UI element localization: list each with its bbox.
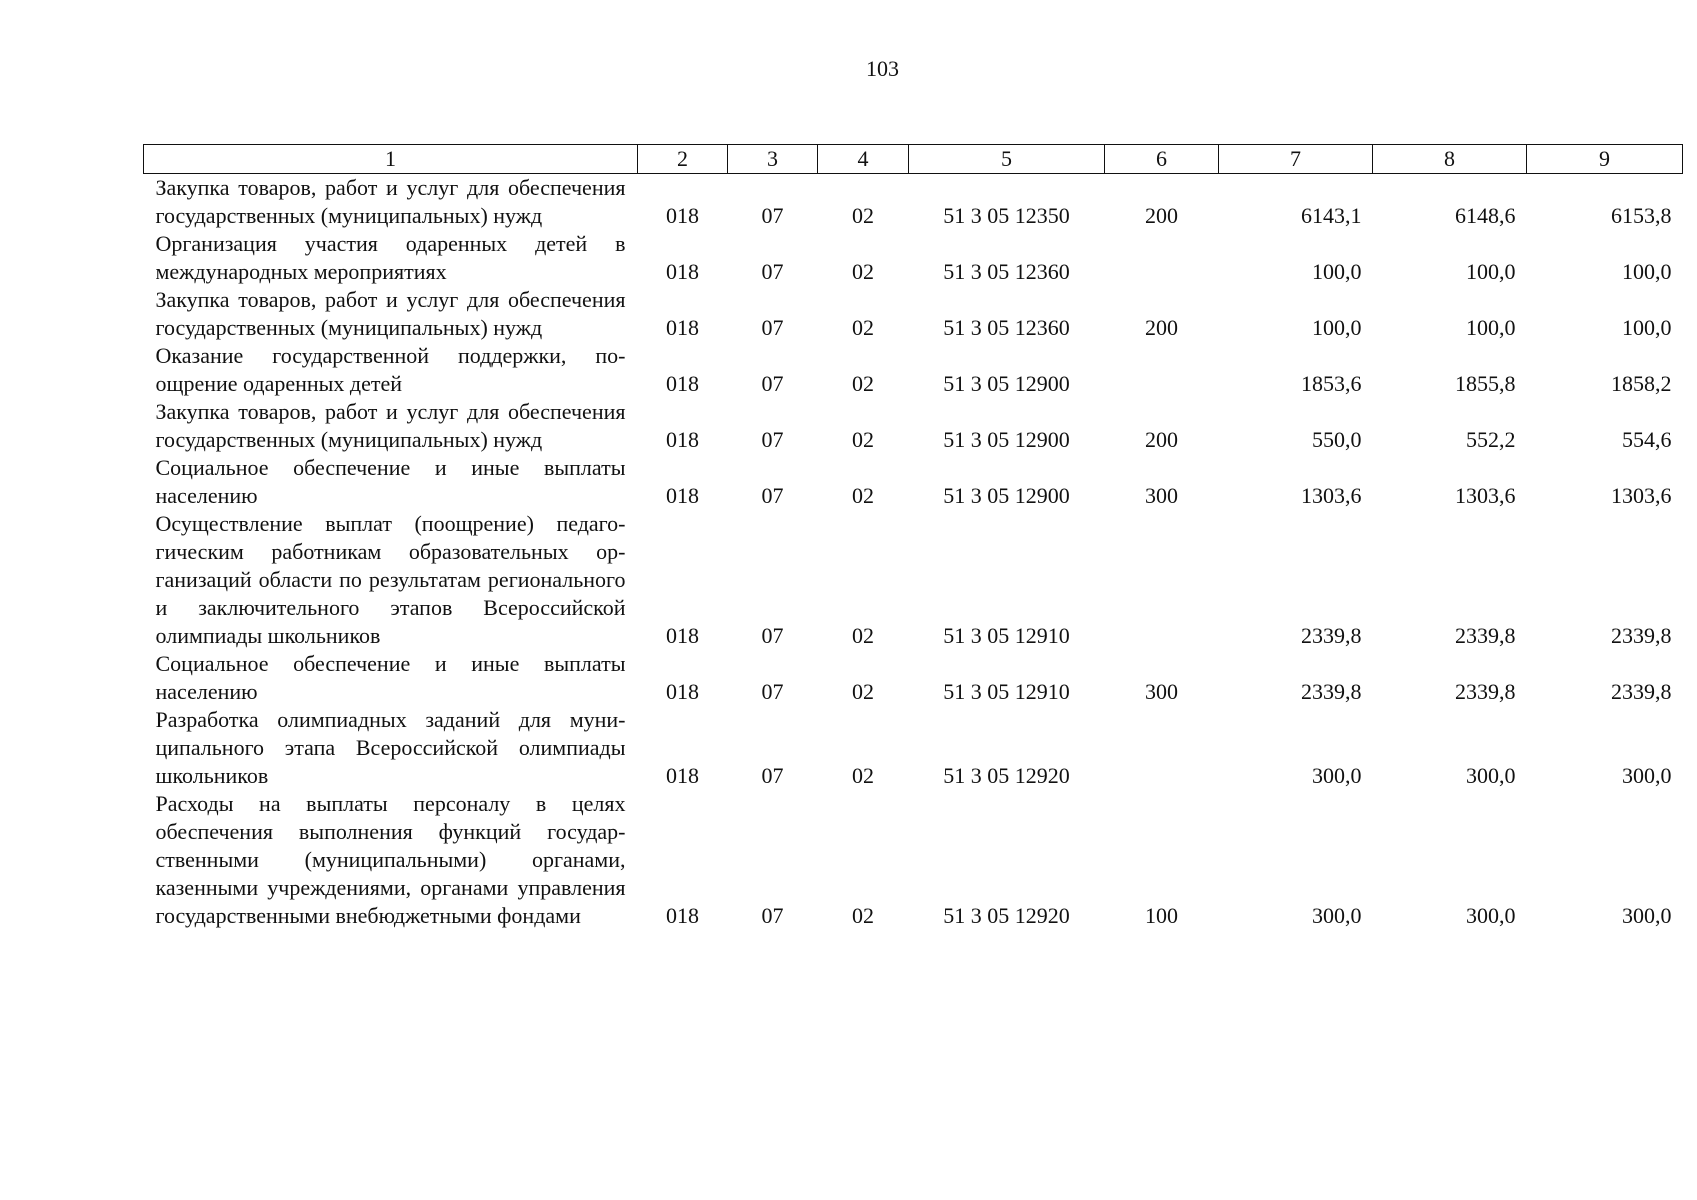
row-description: Организация участия одаренных детей в международных мероприятиях <box>155 231 626 284</box>
row-description: Закупка товаров, работ и услуг для обеспечения государственных (муниципальных) нужд <box>155 175 626 228</box>
amount-year-2: 6148,6 <box>1455 203 1516 228</box>
amount-year-3: 1858,2 <box>1611 371 1672 396</box>
section-code: 07 <box>761 315 784 340</box>
amount-year-1: 1853,6 <box>1301 371 1362 396</box>
amount-year-3: 300,0 <box>1622 763 1672 788</box>
ministry-code: 018 <box>666 483 699 508</box>
subsection-code: 02 <box>852 679 874 704</box>
target-article-code: 51 3 05 12920 <box>943 763 1070 788</box>
budget-table <box>143 144 1683 930</box>
amount-year-2: 2339,8 <box>1455 679 1516 704</box>
subsection-code: 02 <box>852 259 874 284</box>
section-code: 07 <box>761 259 784 284</box>
table-row <box>144 706 1683 790</box>
row-description: Осуществление выплат (поощрение) педагогическим работникам образовательных организаций области по результатам регионального и заключительного этапов Всероссийской олимпиады школьников <box>155 511 626 648</box>
amount-year-2: 2339,8 <box>1455 623 1516 648</box>
table-row <box>144 230 1683 286</box>
target-article-code: 51 3 05 12910 <box>943 623 1070 648</box>
column-header-4: 4 <box>818 145 909 174</box>
ministry-code: 018 <box>666 763 699 788</box>
amount-year-1: 2339,8 <box>1301 679 1362 704</box>
row-description: Закупка товаров, работ и услуг для обеспечения государственных (муниципальных) нужд <box>155 399 626 452</box>
column-header-2: 2 <box>638 145 728 174</box>
row-description: Оказание государственной поддержки, поощрение одаренных детей <box>155 343 626 396</box>
row-description: Закупка товаров, работ и услуг для обеспечения государственных (муниципальных) нужд <box>155 287 626 340</box>
ministry-code: 018 <box>666 623 699 648</box>
amount-year-2: 1855,8 <box>1455 371 1516 396</box>
amount-year-2: 100,0 <box>1466 259 1516 284</box>
amount-year-3: 100,0 <box>1622 259 1672 284</box>
section-code: 07 <box>761 371 784 396</box>
expense-type-code: 300 <box>1145 483 1178 508</box>
table-body <box>144 174 1683 931</box>
amount-year-2: 552,2 <box>1466 427 1516 452</box>
expense-type-code: 300 <box>1145 679 1178 704</box>
amount-year-1: 550,0 <box>1312 427 1362 452</box>
table-row <box>144 790 1683 930</box>
amount-year-1: 300,0 <box>1312 903 1362 928</box>
amount-year-1: 100,0 <box>1312 259 1362 284</box>
section-code: 07 <box>761 623 784 648</box>
ministry-code: 018 <box>666 203 699 228</box>
subsection-code: 02 <box>852 483 874 508</box>
target-article-code: 51 3 05 12900 <box>943 371 1070 396</box>
column-header-9: 9 <box>1527 145 1683 174</box>
expense-type-code: 200 <box>1145 315 1178 340</box>
target-article-code: 51 3 05 12900 <box>943 483 1070 508</box>
section-code: 07 <box>761 203 784 228</box>
ministry-code: 018 <box>666 903 699 928</box>
subsection-code: 02 <box>852 427 874 452</box>
page-number: 103 <box>866 56 899 81</box>
amount-year-3: 554,6 <box>1622 427 1672 452</box>
ministry-code: 018 <box>666 315 699 340</box>
amount-year-3: 1303,6 <box>1611 483 1672 508</box>
amount-year-1: 2339,8 <box>1301 623 1362 648</box>
expense-type-code: 200 <box>1145 427 1178 452</box>
subsection-code: 02 <box>852 903 874 928</box>
amount-year-2: 100,0 <box>1466 315 1516 340</box>
amount-year-3: 2339,8 <box>1611 679 1672 704</box>
amount-year-2: 300,0 <box>1466 903 1516 928</box>
table-row <box>144 650 1683 706</box>
section-code: 07 <box>761 763 784 788</box>
column-header-7: 7 <box>1219 145 1373 174</box>
column-header-5: 5 <box>909 145 1105 174</box>
expense-type-code: 100 <box>1145 903 1178 928</box>
section-code: 07 <box>761 427 784 452</box>
amount-year-3: 2339,8 <box>1611 623 1672 648</box>
amount-year-3: 6153,8 <box>1611 203 1672 228</box>
amount-year-2: 300,0 <box>1466 763 1516 788</box>
amount-year-1: 100,0 <box>1312 315 1362 340</box>
target-article-code: 51 3 05 12350 <box>943 203 1070 228</box>
expense-type-code <box>1105 510 1219 650</box>
section-code: 07 <box>761 903 784 928</box>
subsection-code: 02 <box>852 623 874 648</box>
expense-type-code <box>1105 706 1219 790</box>
ministry-code: 018 <box>666 679 699 704</box>
target-article-code: 51 3 05 12900 <box>943 427 1070 452</box>
subsection-code: 02 <box>852 315 874 340</box>
amount-year-2: 1303,6 <box>1455 483 1516 508</box>
target-article-code: 51 3 05 12360 <box>943 315 1070 340</box>
column-header-1: 1 <box>144 145 638 174</box>
target-article-code: 51 3 05 12910 <box>943 679 1070 704</box>
header-row <box>144 145 1683 174</box>
column-header-3: 3 <box>728 145 818 174</box>
row-description: Социальное обеспечение и иные выплаты населению <box>155 651 626 704</box>
amount-year-1: 300,0 <box>1312 763 1362 788</box>
target-article-code: 51 3 05 12360 <box>943 259 1070 284</box>
row-description: Социальное обеспечение и иные выплаты населению <box>155 455 626 508</box>
column-header-6: 6 <box>1105 145 1219 174</box>
ministry-code: 018 <box>666 371 699 396</box>
section-code: 07 <box>761 679 784 704</box>
expense-type-code <box>1105 230 1219 286</box>
subsection-code: 02 <box>852 203 874 228</box>
table-row <box>144 454 1683 510</box>
amount-year-1: 6143,1 <box>1301 203 1362 228</box>
row-description: Разработка олимпиадных заданий для муниципального этапа Всероссийской олимпиады школьников <box>155 707 626 788</box>
table-row <box>144 398 1683 454</box>
table-row <box>144 286 1683 342</box>
expense-type-code <box>1105 342 1219 398</box>
subsection-code: 02 <box>852 371 874 396</box>
row-description: Расходы на выплаты персоналу в целях обеспечения выполнения функций государственными (муниципальными) органами, казенными учреждениями, органами управления государственными внебюджетными фондами <box>155 791 626 928</box>
table-row <box>144 342 1683 398</box>
expense-type-code: 200 <box>1145 203 1178 228</box>
amount-year-1: 1303,6 <box>1301 483 1362 508</box>
section-code: 07 <box>761 483 784 508</box>
target-article-code: 51 3 05 12920 <box>943 903 1070 928</box>
subsection-code: 02 <box>852 763 874 788</box>
column-header-8: 8 <box>1373 145 1527 174</box>
table-row <box>144 510 1683 650</box>
ministry-code: 018 <box>666 259 699 284</box>
amount-year-3: 300,0 <box>1622 903 1672 928</box>
ministry-code: 018 <box>666 427 699 452</box>
table-header <box>144 145 1683 174</box>
table-row <box>144 174 1683 231</box>
amount-year-3: 100,0 <box>1622 315 1672 340</box>
